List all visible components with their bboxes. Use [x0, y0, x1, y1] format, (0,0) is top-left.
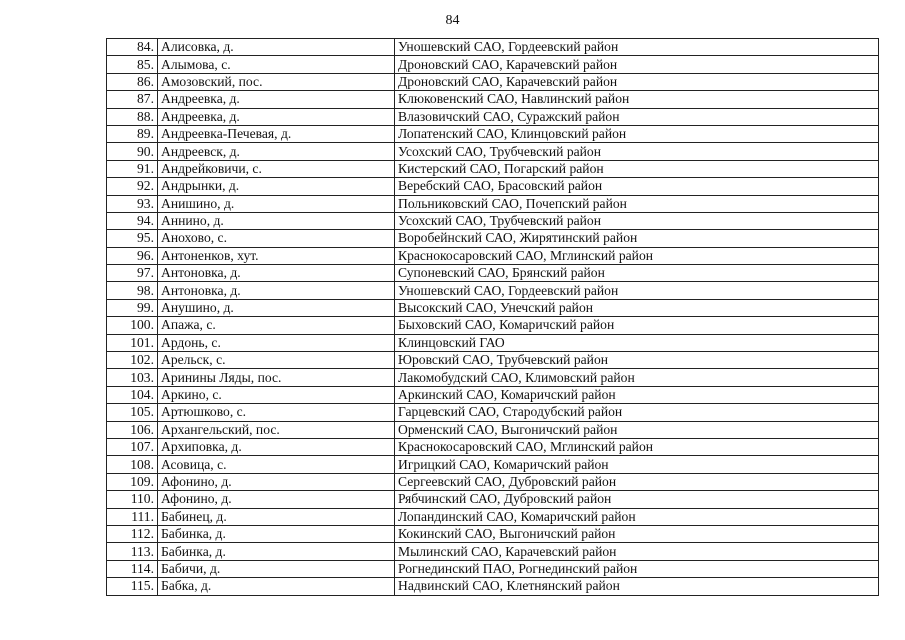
- table-row: [107, 125, 879, 142]
- settlement-name: Алисовка, д.: [158, 39, 395, 56]
- row-number: 86.: [107, 73, 158, 90]
- table-row: [107, 299, 879, 316]
- administrative-unit: Кистерский САО, Погарский район: [395, 160, 879, 177]
- settlement-name: Афонино, д.: [158, 491, 395, 508]
- row-number: 108.: [107, 456, 158, 473]
- row-number: 114.: [107, 560, 158, 577]
- table-row: [107, 473, 879, 490]
- table-row: [107, 265, 879, 282]
- row-number: 91.: [107, 160, 158, 177]
- row-number: 93.: [107, 195, 158, 212]
- table-row: [107, 317, 879, 334]
- administrative-unit: Мылинский САО, Карачевский район: [395, 543, 879, 560]
- table-row: [107, 352, 879, 369]
- settlement-name: Бабинец, д.: [158, 508, 395, 525]
- administrative-unit: Усохский САО, Трубчевский район: [395, 143, 879, 160]
- administrative-unit: Веребский САО, Брасовский район: [395, 178, 879, 195]
- row-number: 98.: [107, 282, 158, 299]
- settlement-name: Алымова, с.: [158, 56, 395, 73]
- administrative-unit: Уношевский САО, Гордеевский район: [395, 39, 879, 56]
- row-number: 85.: [107, 56, 158, 73]
- administrative-unit: Высокский САО, Унечский район: [395, 299, 879, 316]
- table-row: [107, 334, 879, 351]
- row-number: 104.: [107, 386, 158, 403]
- administrative-unit: Краснокосаровский САО, Мглинский район: [395, 247, 879, 264]
- administrative-unit: Дроновский САО, Карачевский район: [395, 73, 879, 90]
- row-number: 88.: [107, 108, 158, 125]
- administrative-unit: Влазовичский САО, Суражский район: [395, 108, 879, 125]
- administrative-unit: Кокинский САО, Выгоничский район: [395, 525, 879, 542]
- settlement-name: Андрейковичи, с.: [158, 160, 395, 177]
- row-number: 103.: [107, 369, 158, 386]
- table-row: [107, 543, 879, 560]
- table-row: [107, 56, 879, 73]
- row-number: 89.: [107, 125, 158, 142]
- table-row: [107, 212, 879, 229]
- administrative-unit: Гарцевский САО, Стародубский район: [395, 404, 879, 421]
- settlement-name: Амозовский, пос.: [158, 73, 395, 90]
- settlement-name: Анишино, д.: [158, 195, 395, 212]
- administrative-unit: Клюковенский САО, Навлинский район: [395, 91, 879, 108]
- table-row: [107, 369, 879, 386]
- row-number: 84.: [107, 39, 158, 56]
- settlement-name: Анохово, с.: [158, 230, 395, 247]
- settlement-name: Антоновка, д.: [158, 282, 395, 299]
- settlement-name: Апажа, с.: [158, 317, 395, 334]
- settlement-name: Аркино, с.: [158, 386, 395, 403]
- row-number: 97.: [107, 265, 158, 282]
- administrative-unit: Клинцовский ГАО: [395, 334, 879, 351]
- table-row: [107, 91, 879, 108]
- administrative-unit: Краснокосаровский САО, Мглинский район: [395, 438, 879, 455]
- table-row: [107, 143, 879, 160]
- settlement-name: Архангельский, пос.: [158, 421, 395, 438]
- settlements-table-body: [107, 39, 879, 596]
- administrative-unit: Усохский САО, Трубчевский район: [395, 212, 879, 229]
- row-number: 102.: [107, 352, 158, 369]
- settlement-name: Артюшково, с.: [158, 404, 395, 421]
- settlement-name: Анушино, д.: [158, 299, 395, 316]
- table-row: [107, 386, 879, 403]
- settlement-name: Бабка, д.: [158, 578, 395, 595]
- row-number: 110.: [107, 491, 158, 508]
- row-number: 105.: [107, 404, 158, 421]
- administrative-unit: Лакомобудский САО, Климовский район: [395, 369, 879, 386]
- settlement-name: Андреевка, д.: [158, 91, 395, 108]
- table-row: [107, 491, 879, 508]
- settlement-name: Бабичи, д.: [158, 560, 395, 577]
- row-number: 99.: [107, 299, 158, 316]
- administrative-unit: Лопатенский САО, Клинцовский район: [395, 125, 879, 142]
- settlement-name: Арельск, с.: [158, 352, 395, 369]
- row-number: 96.: [107, 247, 158, 264]
- row-number: 107.: [107, 438, 158, 455]
- table-row: [107, 39, 879, 56]
- row-number: 113.: [107, 543, 158, 560]
- table-row: [107, 178, 879, 195]
- settlement-name: Бабинка, д.: [158, 543, 395, 560]
- table-row: [107, 108, 879, 125]
- table-row: [107, 73, 879, 90]
- settlement-name: Ардонь, с.: [158, 334, 395, 351]
- settlement-name: Андрынки, д.: [158, 178, 395, 195]
- table-row: [107, 578, 879, 595]
- row-number: 115.: [107, 578, 158, 595]
- row-number: 95.: [107, 230, 158, 247]
- administrative-unit: Уношевский САО, Гордеевский район: [395, 282, 879, 299]
- row-number: 94.: [107, 212, 158, 229]
- administrative-unit: Лопандинский САО, Комаричский район: [395, 508, 879, 525]
- settlement-name: Аринины Ляды, пос.: [158, 369, 395, 386]
- settlement-name: Андреевка, д.: [158, 108, 395, 125]
- administrative-unit: Рябчинский САО, Дубровский район: [395, 491, 879, 508]
- administrative-unit: Орменский САО, Выгоничский район: [395, 421, 879, 438]
- table-row: [107, 456, 879, 473]
- settlement-name: Антоненков, хут.: [158, 247, 395, 264]
- table-row: [107, 508, 879, 525]
- table-row: [107, 525, 879, 542]
- row-number: 100.: [107, 317, 158, 334]
- table-row: [107, 160, 879, 177]
- administrative-unit: Супоневский САО, Брянский район: [395, 265, 879, 282]
- administrative-unit: Аркинский САО, Комаричский район: [395, 386, 879, 403]
- administrative-unit: Дроновский САО, Карачевский район: [395, 56, 879, 73]
- row-number: 111.: [107, 508, 158, 525]
- row-number: 101.: [107, 334, 158, 351]
- administrative-unit: Надвинский САО, Клетнянский район: [395, 578, 879, 595]
- administrative-unit: Воробейнский САО, Жирятинский район: [395, 230, 879, 247]
- settlement-name: Архиповка, д.: [158, 438, 395, 455]
- settlement-name: Асовица, с.: [158, 456, 395, 473]
- settlement-name: Бабинка, д.: [158, 525, 395, 542]
- row-number: 109.: [107, 473, 158, 490]
- row-number: 90.: [107, 143, 158, 160]
- administrative-unit: Быховский САО, Комаричский район: [395, 317, 879, 334]
- table-row: [107, 195, 879, 212]
- row-number: 92.: [107, 178, 158, 195]
- administrative-unit: Рогнединский ПАО, Рогнединский район: [395, 560, 879, 577]
- table-row: [107, 438, 879, 455]
- row-number: 87.: [107, 91, 158, 108]
- row-number: 106.: [107, 421, 158, 438]
- administrative-unit: Игрицкий САО, Комаричский район: [395, 456, 879, 473]
- settlements-table: [106, 38, 879, 596]
- settlement-name: Антоновка, д.: [158, 265, 395, 282]
- settlement-name: Андреевск, д.: [158, 143, 395, 160]
- table-row: [107, 560, 879, 577]
- table-row: [107, 230, 879, 247]
- table-row: [107, 421, 879, 438]
- table-row: [107, 247, 879, 264]
- settlement-name: Афонино, д.: [158, 473, 395, 490]
- administrative-unit: Польниковский САО, Почепский район: [395, 195, 879, 212]
- administrative-unit: Юровский САО, Трубчевский район: [395, 352, 879, 369]
- administrative-unit: Сергеевский САО, Дубровский район: [395, 473, 879, 490]
- page-number: 84: [445, 13, 460, 28]
- table-row: [107, 282, 879, 299]
- settlement-name: Андреевка-Печевая, д.: [158, 125, 395, 142]
- settlement-name: Аннино, д.: [158, 212, 395, 229]
- table-row: [107, 404, 879, 421]
- row-number: 112.: [107, 525, 158, 542]
